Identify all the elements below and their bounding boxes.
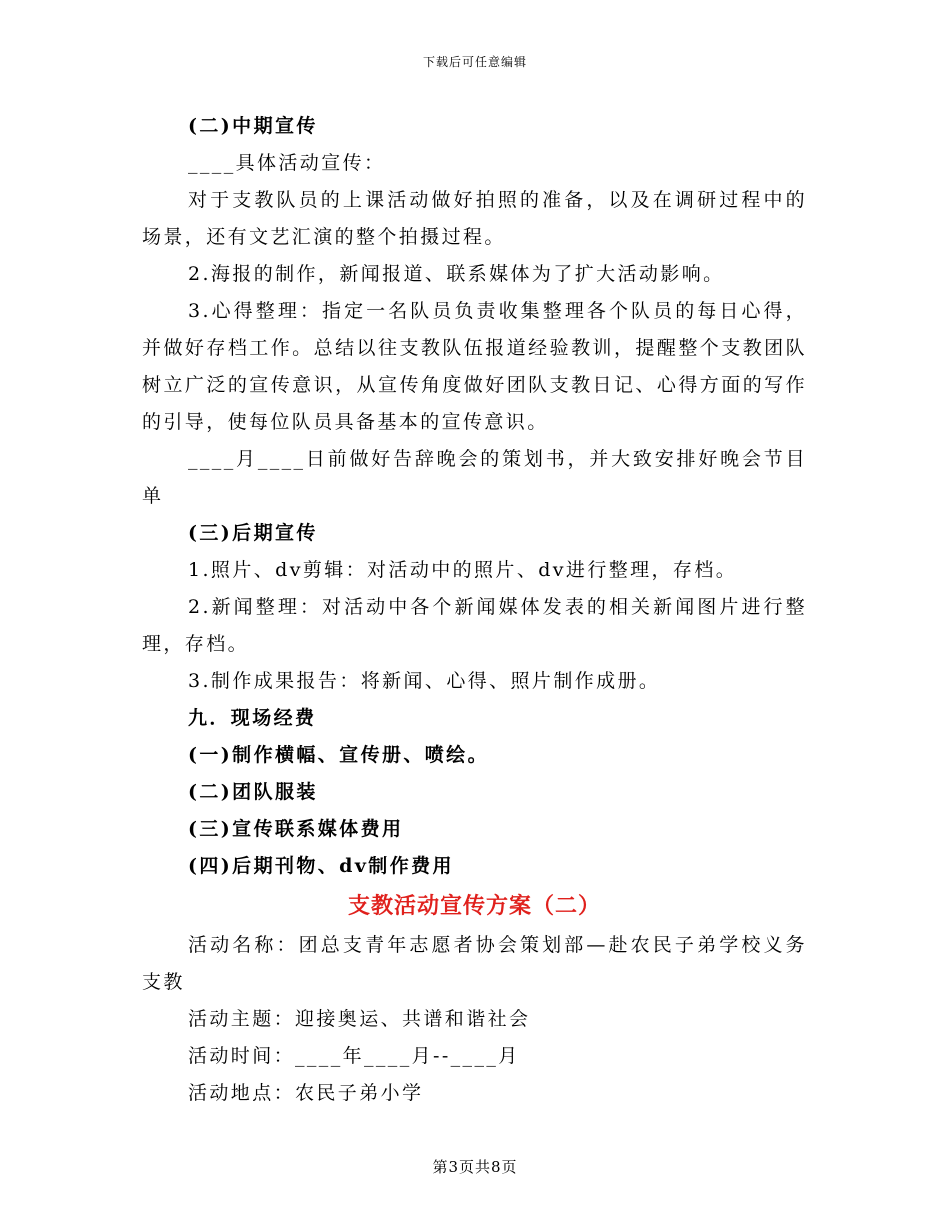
paragraph: 对于支教队员的上课活动做好拍照的准备，以及在调研过程中的场景，还有文艺汇演的整个拍摄过程。 bbox=[142, 189, 807, 248]
document-body bbox=[142, 108, 807, 1112]
page-number: 第3页共8页 bbox=[432, 1158, 518, 1176]
activity-name: 活动名称：团总支青年志愿者协会策划部—赴农民子弟学校义务支教 bbox=[142, 934, 807, 993]
page-header: 下载后可任意编辑 bbox=[422, 55, 527, 69]
activity-location: 活动地点：农民子弟小学 bbox=[188, 1082, 424, 1104]
paragraph: ____具体活动宣传： bbox=[188, 152, 386, 174]
section-title: 支教活动宣传方案（二） bbox=[347, 893, 601, 919]
paragraph: 2.新闻整理：对活动中各个新闻媒体发表的相关新闻图片进行整理，存档。 bbox=[142, 596, 807, 655]
paragraph: ____月____日前做好告辞晚会的策划书，并大致安排好晚会节目单 bbox=[142, 448, 807, 507]
activity-theme: 活动主题：迎接奥运、共谱和谐社会 bbox=[188, 1008, 531, 1030]
heading-late-publicity: (三)后期宣传 bbox=[188, 522, 318, 544]
activity-time: 活动时间：____年____月--____月 bbox=[188, 1045, 520, 1067]
heading-onsite-expenses: 九．现场经费 bbox=[188, 707, 317, 729]
paragraph: 3.心得整理：指定一名队员负责收集整理各个队员的每日心得，并做好存档工作。总结以往支教队伍报道经验教训，提醒整个支教团队树立广泛的宣传意识，从宣传角度做好团队支教日记、心得方面的写作的引导，使每位队员具备基本的宣传意识。 bbox=[142, 300, 807, 433]
paragraph: 1.照片、dv剪辑：对活动中的照片、dv进行整理，存档。 bbox=[188, 559, 738, 581]
paragraph: 3.制作成果报告：将新闻、心得、照片制作成册。 bbox=[188, 670, 661, 692]
expense-item: (二)团队服装 bbox=[188, 781, 318, 803]
paragraph: 2.海报的制作，新闻报道、联系媒体为了扩大活动影响。 bbox=[188, 263, 725, 285]
expense-item: (一)制作横幅、宣传册、喷绘。 bbox=[188, 744, 489, 766]
expense-item: (三)宣传联系媒体费用 bbox=[188, 818, 404, 840]
expense-item: (四)后期刊物、dv制作费用 bbox=[188, 855, 454, 877]
heading-midterm-publicity: (二)中期宣传 bbox=[188, 115, 318, 137]
